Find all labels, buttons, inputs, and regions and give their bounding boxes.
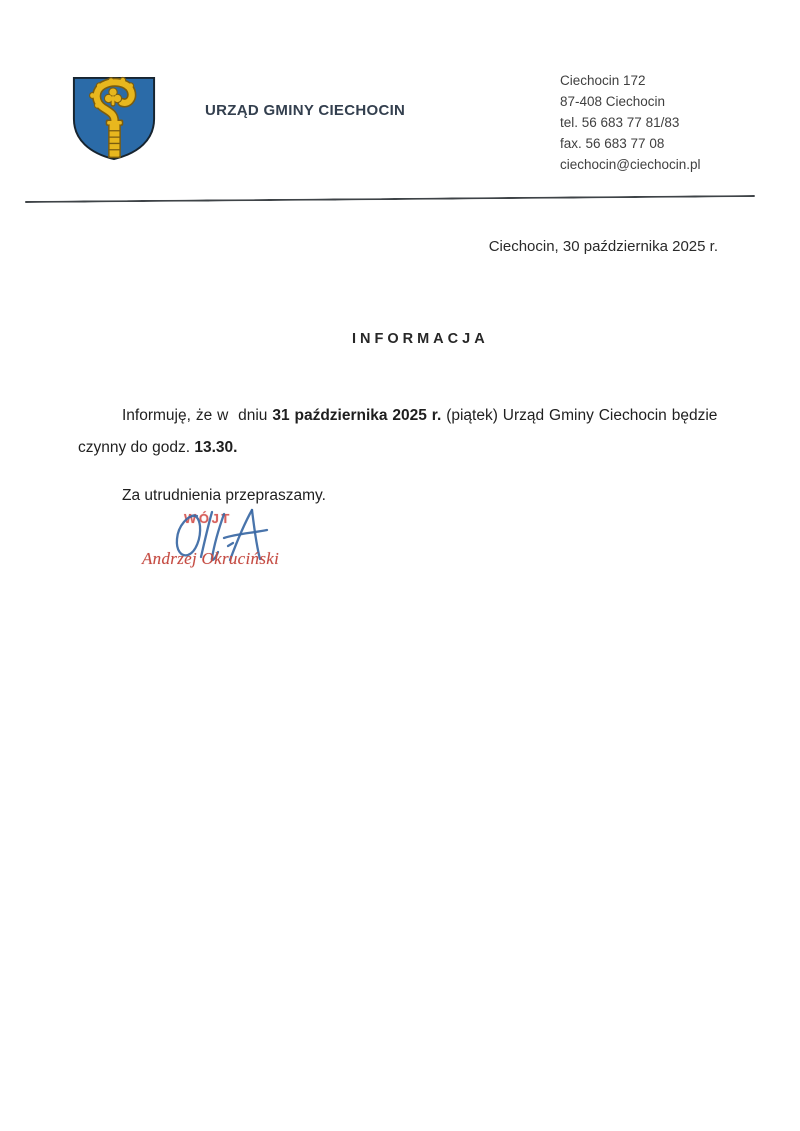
- place-and-date: Ciechocin, 30 października 2025 r.: [488, 238, 718, 255]
- header-divider-line: [25, 195, 755, 203]
- contact-postal-line: 87-408 Ciechocin: [560, 94, 666, 109]
- apology-line: Za utrudnienia przepraszamy.: [122, 487, 326, 504]
- body-paragraph-line-2: [78, 439, 237, 457]
- contact-address-line: Ciechocin 172: [560, 73, 646, 88]
- contact-phone-line: tel. 56 683 77 81/83: [560, 115, 680, 130]
- body-paragraph-line-1: [122, 407, 717, 425]
- body-text-bold-hour: 13.30.: [194, 439, 238, 456]
- body-text-regular: czynny do godz.: [78, 439, 195, 456]
- body-text-regular: Informuję, że w dniu: [122, 407, 273, 424]
- contact-fax-line: fax. 56 683 77 08: [560, 136, 665, 151]
- contact-email-line: ciechocin@ciechocin.pl: [560, 157, 701, 172]
- body-text-regular: (piątek) Urząd Gminy Ciechocin będzie: [441, 407, 718, 424]
- stamp-name: Andrzej Okruciński: [142, 549, 280, 568]
- contact-block: [560, 70, 701, 175]
- coat-of-arms-icon: [70, 74, 158, 164]
- body-text-bold-date: 31 października 2025 r.: [272, 407, 442, 424]
- stamp-title-wojt: WÓJT: [184, 511, 232, 526]
- document-title: INFORMACJA: [352, 331, 489, 347]
- org-name: URZĄD GMINY CIECHOCIN: [205, 102, 406, 119]
